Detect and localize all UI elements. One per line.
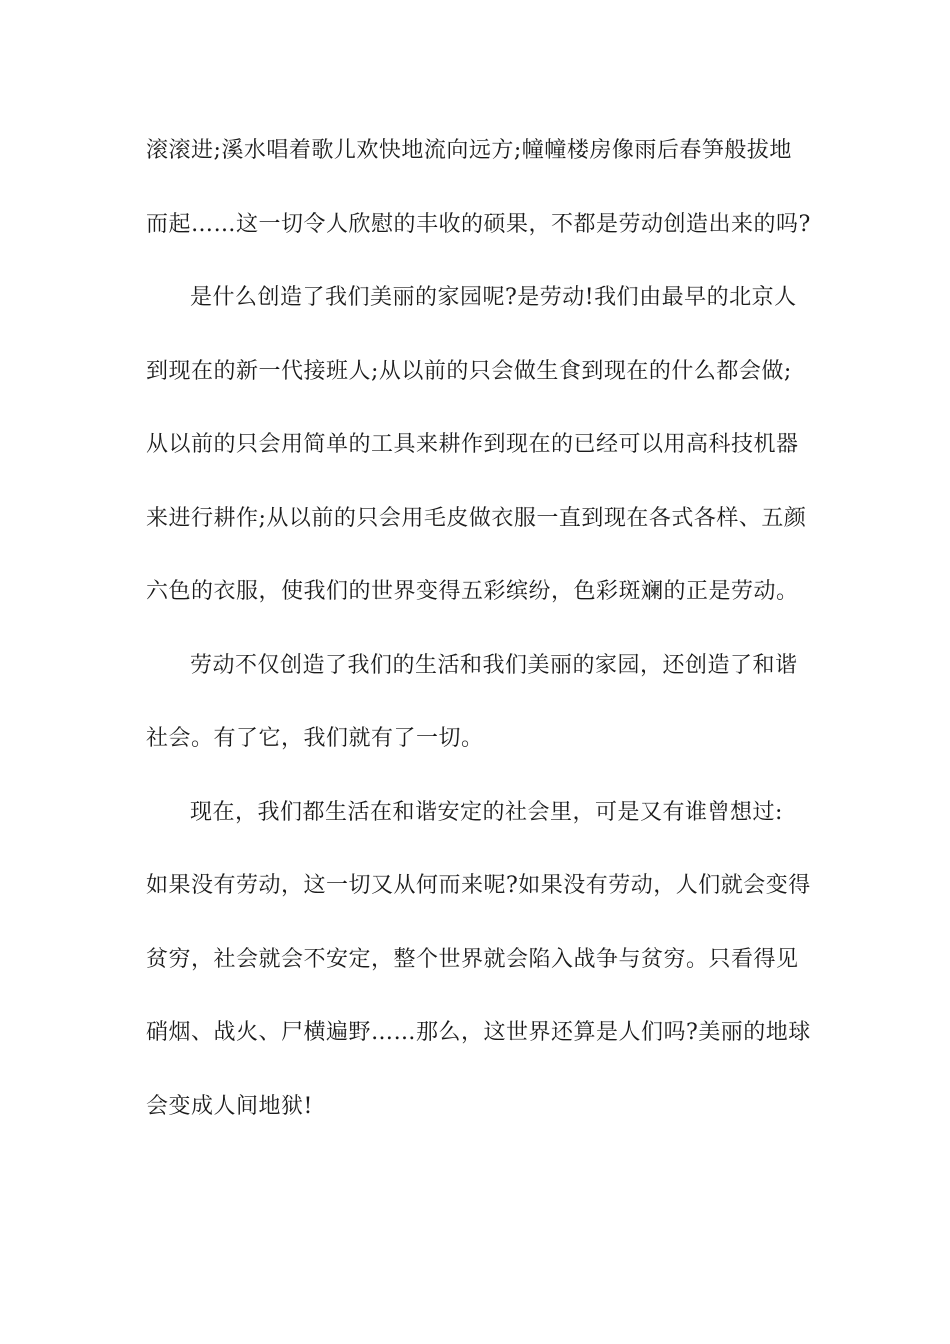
text-line-11: 如果没有劳动，这一切又从何而来呢?如果没有劳动，人们就会变得: [146, 873, 811, 898]
text-line-6: 来进行耕作;从以前的只会用毛皮做衣服一直到现在各式各样、五颜: [146, 505, 807, 531]
text-line-13: 硝烟、战火、尸横遍野……那么，这世界还算是人们吗?美丽的地球: [146, 1020, 811, 1045]
text-line-14: 会变成人间地狱!: [146, 1093, 313, 1119]
text-line-3: 是什么创造了我们美丽的家园呢?是劳动!我们由最早的北京人: [190, 285, 797, 310]
text-line-4: 到现在的新一代接班人;从以前的只会做生食到现在的什么都会做;: [146, 358, 792, 384]
text-line-7: 六色的衣服，使我们的世界变得五彩缤纷，色彩斑斓的正是劳动。: [146, 579, 799, 604]
text-line-9: 社会。有了它，我们就有了一切。: [146, 726, 484, 751]
text-line-8: 劳动不仅创造了我们的生活和我们美丽的家园，还创造了和谐: [190, 652, 798, 678]
text-line-5: 从以前的只会用简单的工具来耕作到现在的已经可以用高科技机器: [146, 432, 799, 457]
text-line-1: 滚滚进;溪水唱着歌儿欢快地流向远方;幢幢楼房像雨后春笋般拔地: [146, 138, 792, 163]
text-line-2: 而起……这一切令人欣慰的丰收的硕果，不都是劳动创造出来的吗?: [146, 211, 811, 237]
text-line-10: 现在，我们都生活在和谐安定的社会里，可是又有谁曾想过:: [190, 799, 783, 825]
essay-body: [146, 128, 826, 1157]
text-line-12: 贫穷，社会就会不安定，整个世界就会陷入战争与贫穷。只看得见: [146, 946, 799, 972]
